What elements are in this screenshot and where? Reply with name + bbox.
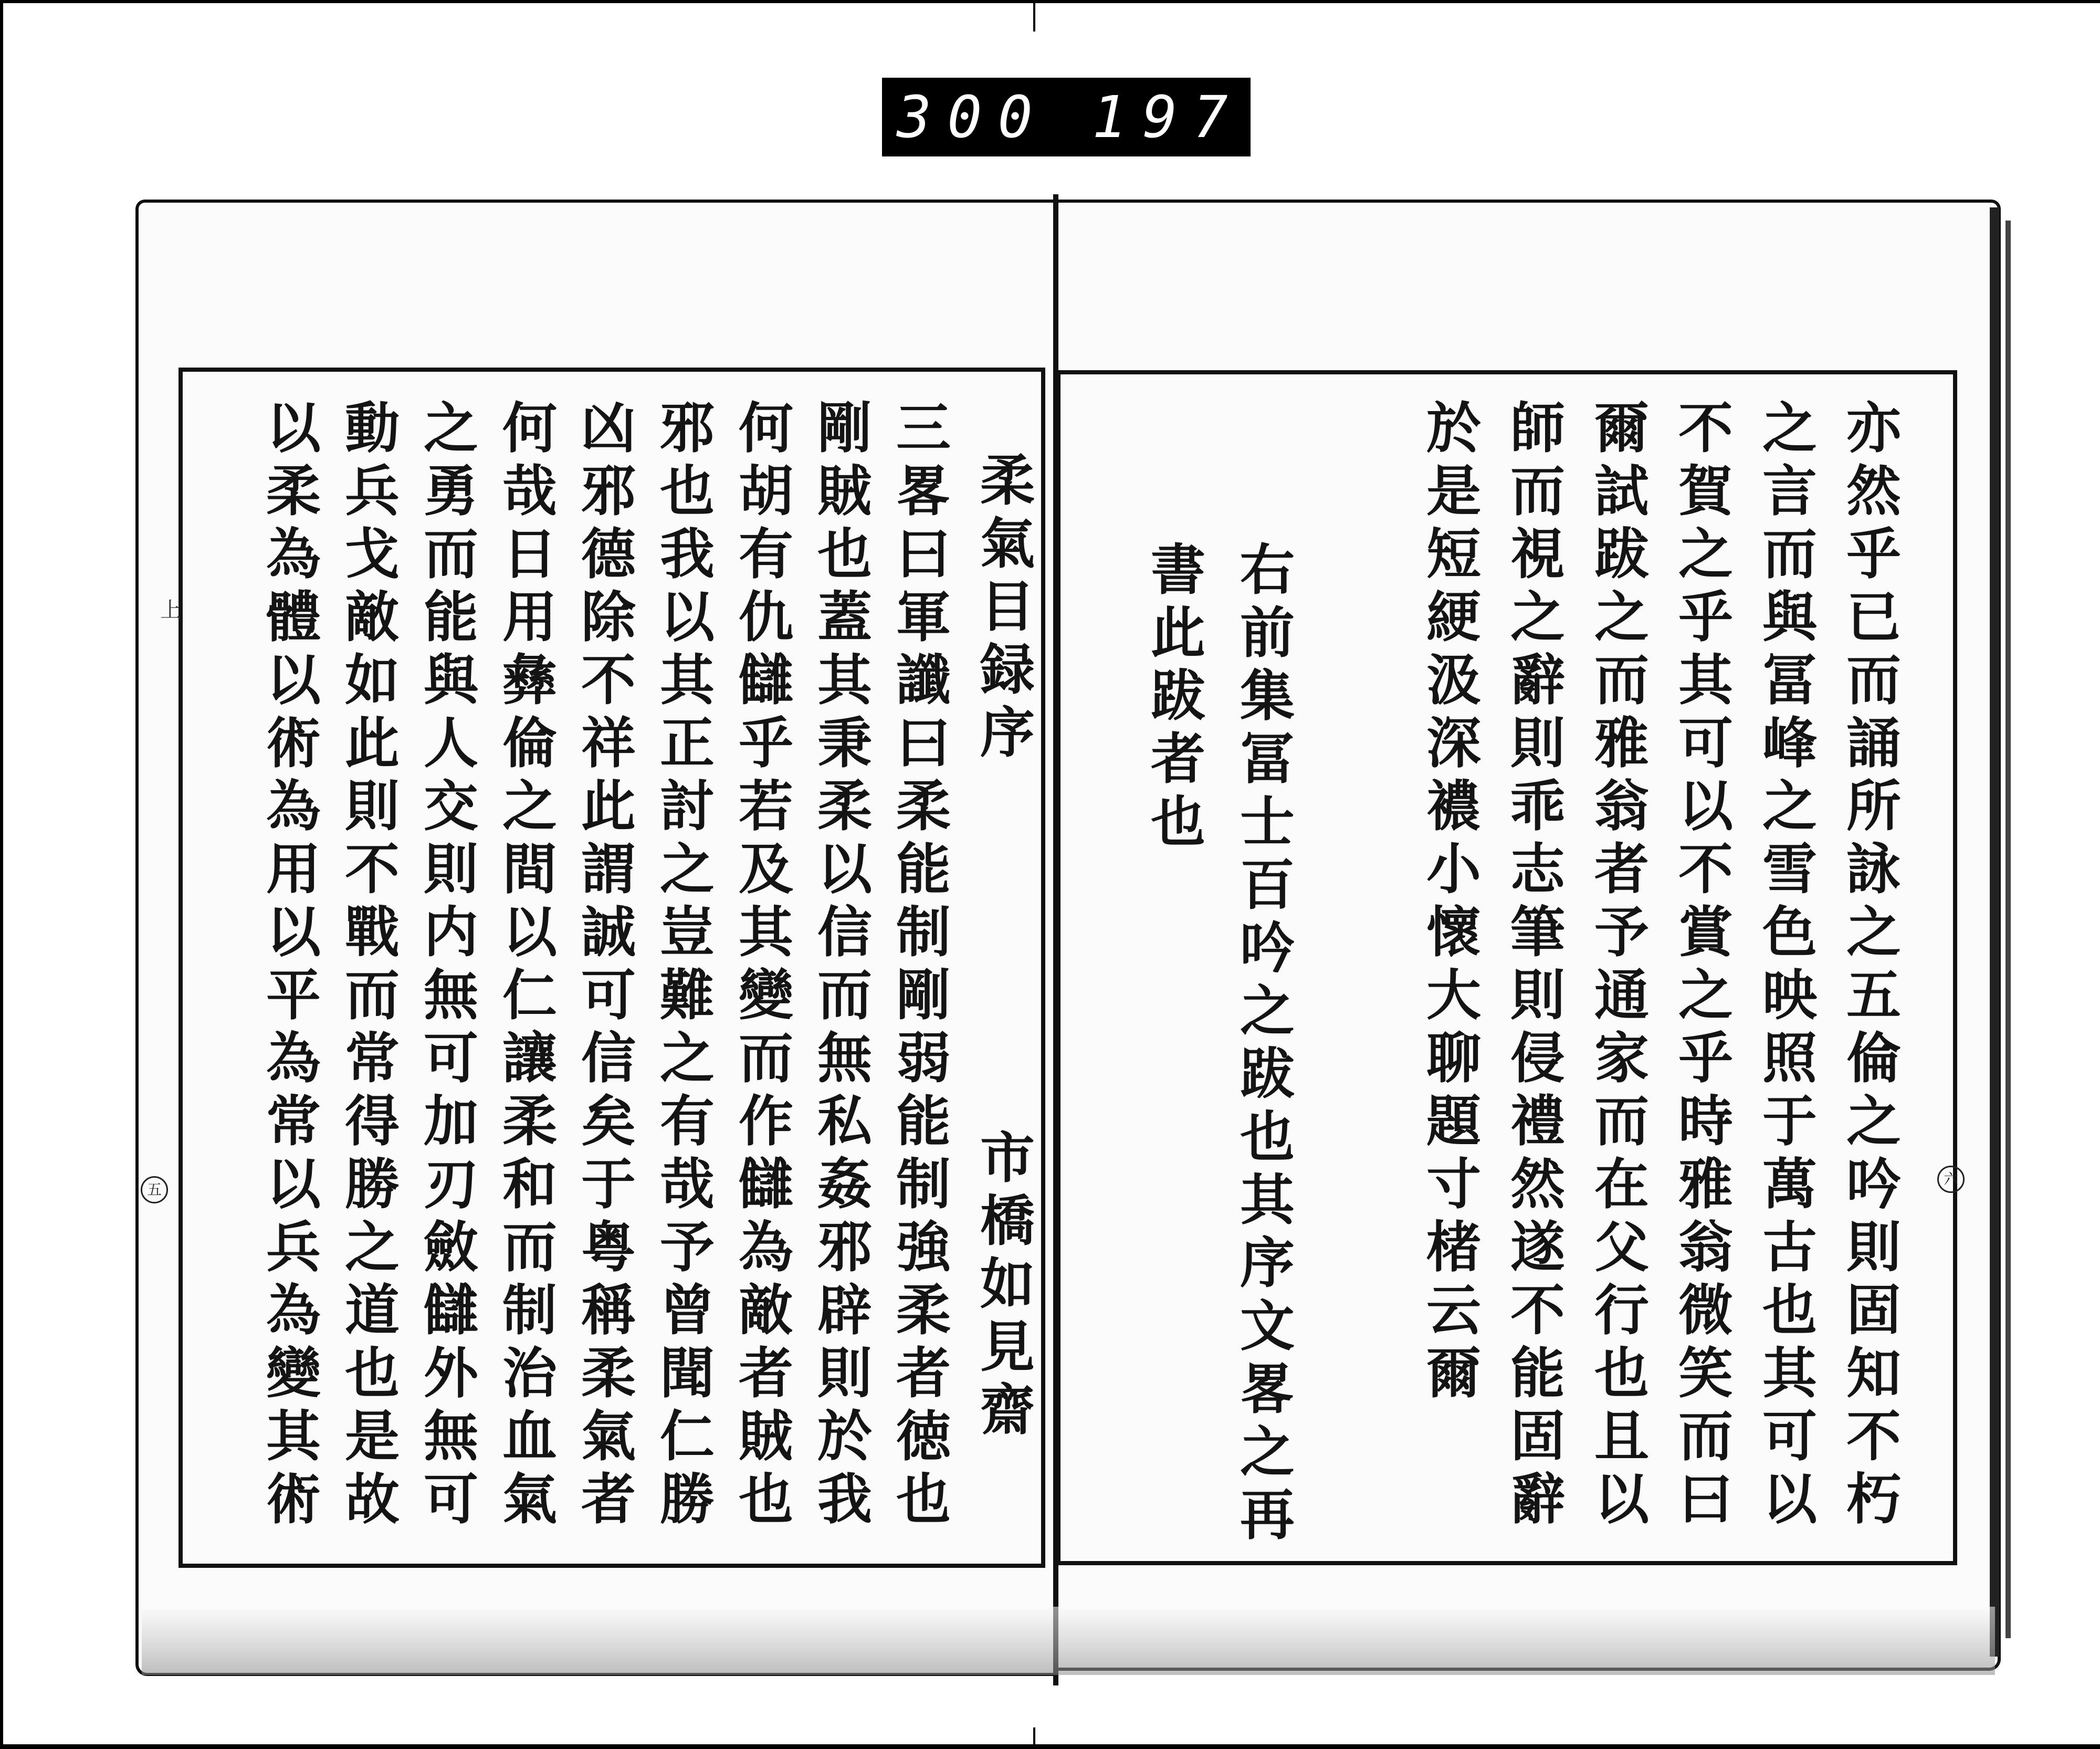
left-column-7: 凶邪德除不祥此謂誠可信矣于粤稱柔氣者 (572, 399, 636, 1533)
scan-gutter-line-bottom (1033, 1727, 1035, 1749)
margin-mark-upper: 上 (160, 598, 181, 622)
page-number-left-circle: 五 (141, 1176, 168, 1203)
left-column-title: 柔氣目録序 (971, 452, 1035, 767)
page-number-right-circle: 六 (1937, 1166, 1965, 1193)
scan-border-left (0, 0, 3, 1749)
right-column-7: 右前集冨士百吟之跋也其序文畧之再 (1231, 541, 1295, 1549)
book-edge-inner (2006, 221, 2011, 1638)
left-column-5: 何胡有仇讎乎若及其變而作讎為敵者賊也 (729, 399, 794, 1533)
left-column-8: 何哉日用彝倫之間以仁讓柔和而制治血氣 (493, 399, 558, 1533)
left-column-3: 三畧曰軍讖曰柔能制剛弱能制強柔者徳也 (887, 399, 951, 1533)
right-column-6: 於是短綆汲深襛小懷大聊題寸楮云爾 (1417, 399, 1482, 1407)
accession-number-right: 197. (1092, 83, 1294, 151)
scan-border-top (0, 0, 2100, 3)
left-column-6: 邪也我以其正討之豈難之有哉予曾聞仁勝 (650, 399, 715, 1533)
book-edge (1990, 207, 1999, 1657)
left-column-10: 動兵戈敵如此則不戰而常得勝之道也是故 (335, 399, 400, 1533)
left-column-author: 市橋如見齋 (971, 1129, 1035, 1444)
right-column-1: 亦然乎已而誦所詠之五倫之吟則固知不朽 (1837, 399, 1902, 1533)
accession-number-plate (882, 78, 1294, 156)
left-column-11: 以柔為體以術為用以平為常以兵為變其術 (257, 399, 321, 1533)
accession-number-left: 300 (897, 83, 1048, 151)
right-column-5: 師而視之辭則乖志筆則侵禮然遂不能固辭 (1501, 399, 1566, 1533)
right-column-3: 不賀之乎其可以不賞之乎時雅翁微笑而曰 (1669, 399, 1734, 1533)
page-bottom-shadow (142, 1607, 1995, 1675)
right-column-4: 爾試跋之而雅翁者予通家而在父行也且以 (1585, 399, 1650, 1533)
right-column-8: 書此跋者也 (1141, 541, 1206, 856)
scan-gutter-line (1033, 0, 1035, 32)
scan-border-bottom (0, 1744, 2100, 1749)
left-column-9: 之勇而能與人交則内無可加刃斂讎外無可 (414, 399, 479, 1533)
left-column-4: 剛賊也蓋其秉柔以信而無私姦邪辟則於我 (808, 399, 873, 1533)
right-column-2: 之言而與冨峰之雪色映照于萬古也其可以 (1753, 399, 1818, 1533)
